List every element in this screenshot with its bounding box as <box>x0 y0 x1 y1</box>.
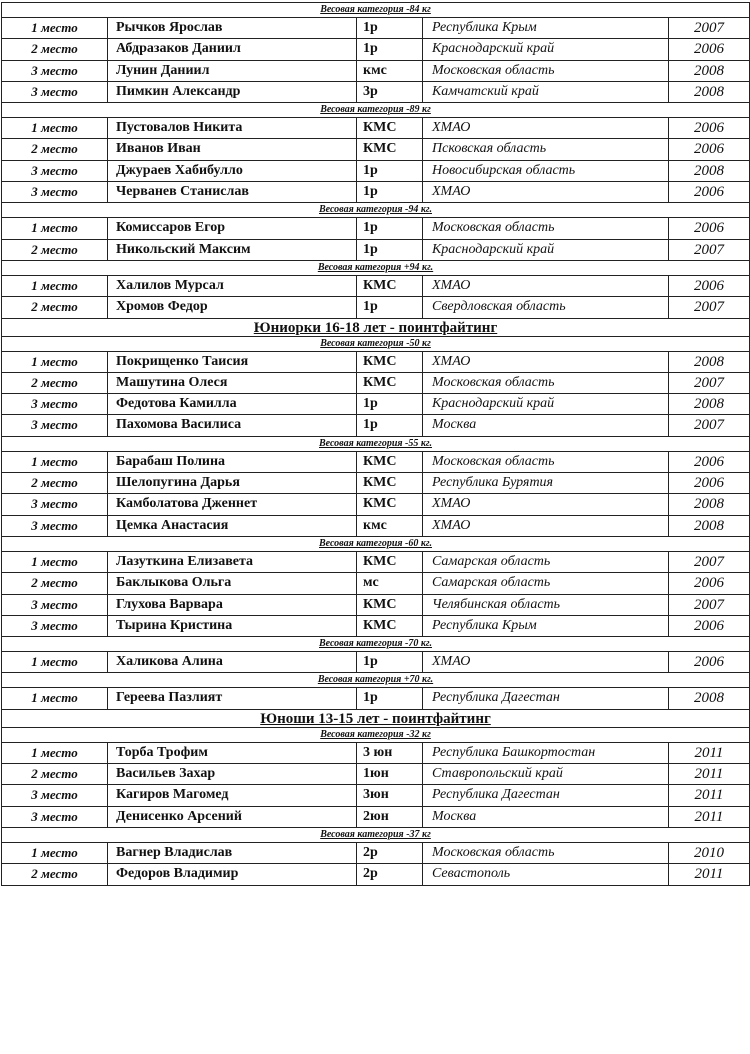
place-cell: 1 место <box>2 276 108 296</box>
weight-category-heading: Весовая категория -55 кг. <box>2 437 750 452</box>
region-cell: ХМАО <box>423 652 669 672</box>
place-cell: 2 место <box>2 573 108 593</box>
athlete-name-cell: Халилов Мурсал <box>108 276 357 296</box>
result-row <box>2 616 750 637</box>
result-row <box>2 139 750 160</box>
place-cell: 2 место <box>2 240 108 260</box>
rank-cell: 2р <box>357 864 423 884</box>
region-cell: Московская область <box>423 373 669 393</box>
birth-year-cell: 2008 <box>694 690 724 707</box>
rank-cell: КМС <box>357 373 423 393</box>
place-cell: 1 место <box>2 452 108 472</box>
athlete-name-cell: Джураев Хабибулло <box>108 161 357 181</box>
athlete-name-cell: Тырина Кристина <box>108 616 357 636</box>
result-row <box>2 552 750 573</box>
result-row <box>2 843 750 864</box>
region-cell: Краснодарский край <box>423 39 669 59</box>
place-cell: 2 место <box>2 297 108 317</box>
birth-year-cell: 2006 <box>694 277 724 294</box>
birth-year-cell: 2006 <box>694 654 724 671</box>
rank-cell: 1р <box>357 39 423 59</box>
region-cell: Севастополь <box>423 864 669 884</box>
rank-cell: 1р <box>357 297 423 317</box>
result-row <box>2 352 750 373</box>
place-cell: 2 место <box>2 764 108 784</box>
athlete-name-cell: Хромов Федор <box>108 297 357 317</box>
rank-cell: мс <box>357 573 423 593</box>
birth-year-cell: 2007 <box>694 417 724 434</box>
birth-year-cell: 2007 <box>694 20 724 36</box>
place-cell: 1 место <box>2 18 108 38</box>
athlete-name-cell: Кагиров Магомед <box>108 785 357 805</box>
birth-year-cell: 2006 <box>694 220 724 237</box>
athlete-name-cell: Гереева Пазлият <box>108 688 357 708</box>
place-cell: 2 место <box>2 473 108 493</box>
rank-cell: КМС <box>357 552 423 572</box>
weight-category-heading: Весовая категория -94 кг. <box>2 203 750 218</box>
place-cell: 2 место <box>2 39 108 59</box>
place-cell: 3 место <box>2 394 108 414</box>
result-row <box>2 182 750 203</box>
region-cell: Московская область <box>423 843 669 863</box>
result-row <box>2 652 750 673</box>
place-cell: 1 место <box>2 218 108 238</box>
rank-cell: 1р <box>357 161 423 181</box>
result-row <box>2 373 750 394</box>
athlete-name-cell: Цемка Анастасия <box>108 516 357 536</box>
athlete-name-cell: Никольский Максим <box>108 240 357 260</box>
birth-year-cell: 2008 <box>694 162 724 179</box>
weight-category-heading: Весовая категория -50 кг <box>2 337 750 352</box>
rank-cell: 1р <box>357 218 423 238</box>
region-cell: Самарская область <box>423 552 669 572</box>
athlete-name-cell: Васильев Захар <box>108 764 357 784</box>
place-cell: 2 место <box>2 373 108 393</box>
rank-cell: КМС <box>357 352 423 372</box>
region-cell: Новосибирская область <box>423 161 669 181</box>
rank-cell: кмс <box>357 516 423 536</box>
birth-year-cell: 2008 <box>694 62 724 79</box>
weight-category-heading: Весовая категория -70 кг. <box>2 637 750 652</box>
birth-year-cell: 2007 <box>694 374 724 391</box>
rank-cell: КМС <box>357 118 423 138</box>
region-cell: Республика Дагестан <box>423 688 669 708</box>
result-row <box>2 743 750 764</box>
athlete-name-cell: Пустовалов Никита <box>108 118 357 138</box>
region-cell: Москва <box>423 807 669 827</box>
region-cell: Камчатский край <box>423 82 669 102</box>
athlete-name-cell: Машутина Олеся <box>108 373 357 393</box>
result-row <box>2 688 750 709</box>
result-row <box>2 161 750 182</box>
place-cell: 3 место <box>2 415 108 435</box>
region-cell: ХМАО <box>423 118 669 138</box>
place-cell: 2 место <box>2 139 108 159</box>
birth-year-cell: 2006 <box>694 184 724 201</box>
place-cell: 1 место <box>2 743 108 763</box>
rank-cell: 2р <box>357 843 423 863</box>
region-cell: ХМАО <box>423 494 669 514</box>
weight-category-heading: Весовая категория -37 кг <box>2 828 750 843</box>
birth-year-cell: 2006 <box>694 120 724 137</box>
athlete-name-cell: Черванев Станислав <box>108 182 357 202</box>
result-row <box>2 240 750 261</box>
place-cell: 3 место <box>2 494 108 514</box>
region-cell: Челябинская область <box>423 595 669 615</box>
result-row <box>2 573 750 594</box>
birth-year-cell: 2008 <box>694 353 724 370</box>
birth-year-cell: 2006 <box>694 475 724 492</box>
athlete-name-cell: Пахомова Василиса <box>108 415 357 435</box>
region-cell: Москва <box>423 415 669 435</box>
birth-year-cell: 2011 <box>694 787 724 804</box>
result-row <box>2 864 750 885</box>
birth-year-cell: 2011 <box>694 866 724 883</box>
athlete-name-cell: Торба Трофим <box>108 743 357 763</box>
athlete-name-cell: Денисенко Арсений <box>108 807 357 827</box>
result-row <box>2 516 750 537</box>
athlete-name-cell: Пимкин Александр <box>108 82 357 102</box>
region-cell: ХМАО <box>423 516 669 536</box>
weight-category-heading: Весовая категория -60 кг. <box>2 537 750 552</box>
place-cell: 1 место <box>2 352 108 372</box>
rank-cell: 1юн <box>357 764 423 784</box>
rank-cell: КМС <box>357 473 423 493</box>
place-cell: 3 место <box>2 161 108 181</box>
result-row <box>2 452 750 473</box>
result-row <box>2 494 750 515</box>
athlete-name-cell: Глухова Варвара <box>108 595 357 615</box>
result-row <box>2 473 750 494</box>
weight-category-heading: Весовая категория +94 кг. <box>2 261 750 276</box>
rank-cell: 1р <box>357 240 423 260</box>
place-cell: 2 место <box>2 864 108 884</box>
birth-year-cell: 2011 <box>694 744 724 761</box>
place-cell: 1 место <box>2 843 108 863</box>
athlete-name-cell: Рычков Ярослав <box>108 18 357 38</box>
birth-year-cell: 2010 <box>694 844 724 861</box>
region-cell: Республика Дагестан <box>423 785 669 805</box>
athlete-name-cell: Халикова Алина <box>108 652 357 672</box>
place-cell: 3 место <box>2 61 108 81</box>
athlete-name-cell: Абдразаков Даниил <box>108 39 357 59</box>
rank-cell: КМС <box>357 616 423 636</box>
place-cell: 3 место <box>2 182 108 202</box>
athlete-name-cell: Шелопугина Дарья <box>108 473 357 493</box>
weight-category-heading: Весовая категория -89 кг <box>2 103 750 118</box>
rank-cell: 1р <box>357 415 423 435</box>
region-cell: Псковская область <box>423 139 669 159</box>
athlete-name-cell: Лазуткина Елизавета <box>108 552 357 572</box>
result-row <box>2 82 750 103</box>
rank-cell: 3р <box>357 82 423 102</box>
region-cell: ХМАО <box>423 182 669 202</box>
results-table <box>1 2 750 886</box>
region-cell: Московская область <box>423 61 669 81</box>
place-cell: 1 место <box>2 688 108 708</box>
result-row <box>2 118 750 139</box>
place-cell: 3 место <box>2 785 108 805</box>
athlete-name-cell: Федоров Владимир <box>108 864 357 884</box>
place-cell: 1 место <box>2 552 108 572</box>
result-row <box>2 297 750 318</box>
rank-cell: 1р <box>357 182 423 202</box>
place-cell: 1 место <box>2 118 108 138</box>
birth-year-cell: 2006 <box>694 617 724 634</box>
athlete-name-cell: Лунин Даниил <box>108 61 357 81</box>
athlete-name-cell: Комиссаров Егор <box>108 218 357 238</box>
rank-cell: 1р <box>357 652 423 672</box>
birth-year-cell: 2008 <box>694 396 724 413</box>
rank-cell: 1р <box>357 688 423 708</box>
region-cell: Республика Бурятия <box>423 473 669 493</box>
birth-year-cell: 2011 <box>694 808 724 825</box>
region-cell: Республика Крым <box>423 616 669 636</box>
result-row <box>2 18 750 39</box>
rank-cell: КМС <box>357 595 423 615</box>
birth-year-cell: 2011 <box>694 766 724 783</box>
region-cell: Самарская область <box>423 573 669 593</box>
athlete-name-cell: Иванов Иван <box>108 139 357 159</box>
birth-year-cell: 2007 <box>694 553 724 570</box>
rank-cell: 3 юн <box>357 743 423 763</box>
place-cell: 3 место <box>2 595 108 615</box>
rank-cell: КМС <box>357 452 423 472</box>
athlete-name-cell: Федотова Камилла <box>108 394 357 414</box>
rank-cell: КМС <box>357 139 423 159</box>
birth-year-cell: 2007 <box>694 596 724 613</box>
region-cell: ХМАО <box>423 276 669 296</box>
birth-year-cell: 2006 <box>694 453 724 470</box>
birth-year-cell: 2006 <box>694 141 724 158</box>
result-row <box>2 39 750 60</box>
section-heading: Юниорки 16-18 лет - поинтфайтинг <box>2 319 750 337</box>
athlete-name-cell: Вагнер Владислав <box>108 843 357 863</box>
result-row <box>2 61 750 82</box>
rank-cell: 1р <box>357 394 423 414</box>
result-row <box>2 785 750 806</box>
region-cell: Краснодарский край <box>423 240 669 260</box>
weight-category-heading: Весовая категория -32 кг <box>2 728 750 743</box>
athlete-name-cell: Барабаш Полина <box>108 452 357 472</box>
result-row <box>2 764 750 785</box>
rank-cell: КМС <box>357 276 423 296</box>
place-cell: 3 место <box>2 616 108 636</box>
birth-year-cell: 2006 <box>694 41 724 58</box>
region-cell: Республика Крым <box>423 18 669 38</box>
result-row <box>2 415 750 436</box>
result-row <box>2 218 750 239</box>
athlete-name-cell: Баклыкова Ольга <box>108 573 357 593</box>
rank-cell: 2юн <box>357 807 423 827</box>
result-row <box>2 595 750 616</box>
region-cell: Московская область <box>423 452 669 472</box>
birth-year-cell: 2007 <box>694 299 724 316</box>
region-cell: Республика Башкортостан <box>423 743 669 763</box>
place-cell: 3 место <box>2 82 108 102</box>
weight-category-heading: Весовая категория -84 кг <box>2 3 750 18</box>
result-row <box>2 807 750 828</box>
rank-cell: кмс <box>357 61 423 81</box>
rank-cell: 3юн <box>357 785 423 805</box>
region-cell: ХМАО <box>423 352 669 372</box>
result-row <box>2 394 750 415</box>
weight-category-heading: Весовая категория +70 кг. <box>2 673 750 688</box>
birth-year-cell: 2008 <box>694 517 724 534</box>
rank-cell: 1р <box>357 18 423 38</box>
region-cell: Ставропольский край <box>423 764 669 784</box>
birth-year-cell: 2008 <box>694 496 724 513</box>
region-cell: Свердловская область <box>423 297 669 317</box>
section-heading: Юноши 13-15 лет - поинтфайтинг <box>2 710 750 728</box>
rank-cell: КМС <box>357 494 423 514</box>
athlete-name-cell: Камболатова Дженнет <box>108 494 357 514</box>
birth-year-cell: 2006 <box>694 575 724 592</box>
region-cell: Краснодарский край <box>423 394 669 414</box>
result-row <box>2 276 750 297</box>
athlete-name-cell: Покрищенко Таисия <box>108 352 357 372</box>
place-cell: 3 место <box>2 516 108 536</box>
place-cell: 3 место <box>2 807 108 827</box>
birth-year-cell: 2008 <box>694 83 724 100</box>
place-cell: 1 место <box>2 652 108 672</box>
region-cell: Московская область <box>423 218 669 238</box>
birth-year-cell: 2007 <box>694 241 724 258</box>
